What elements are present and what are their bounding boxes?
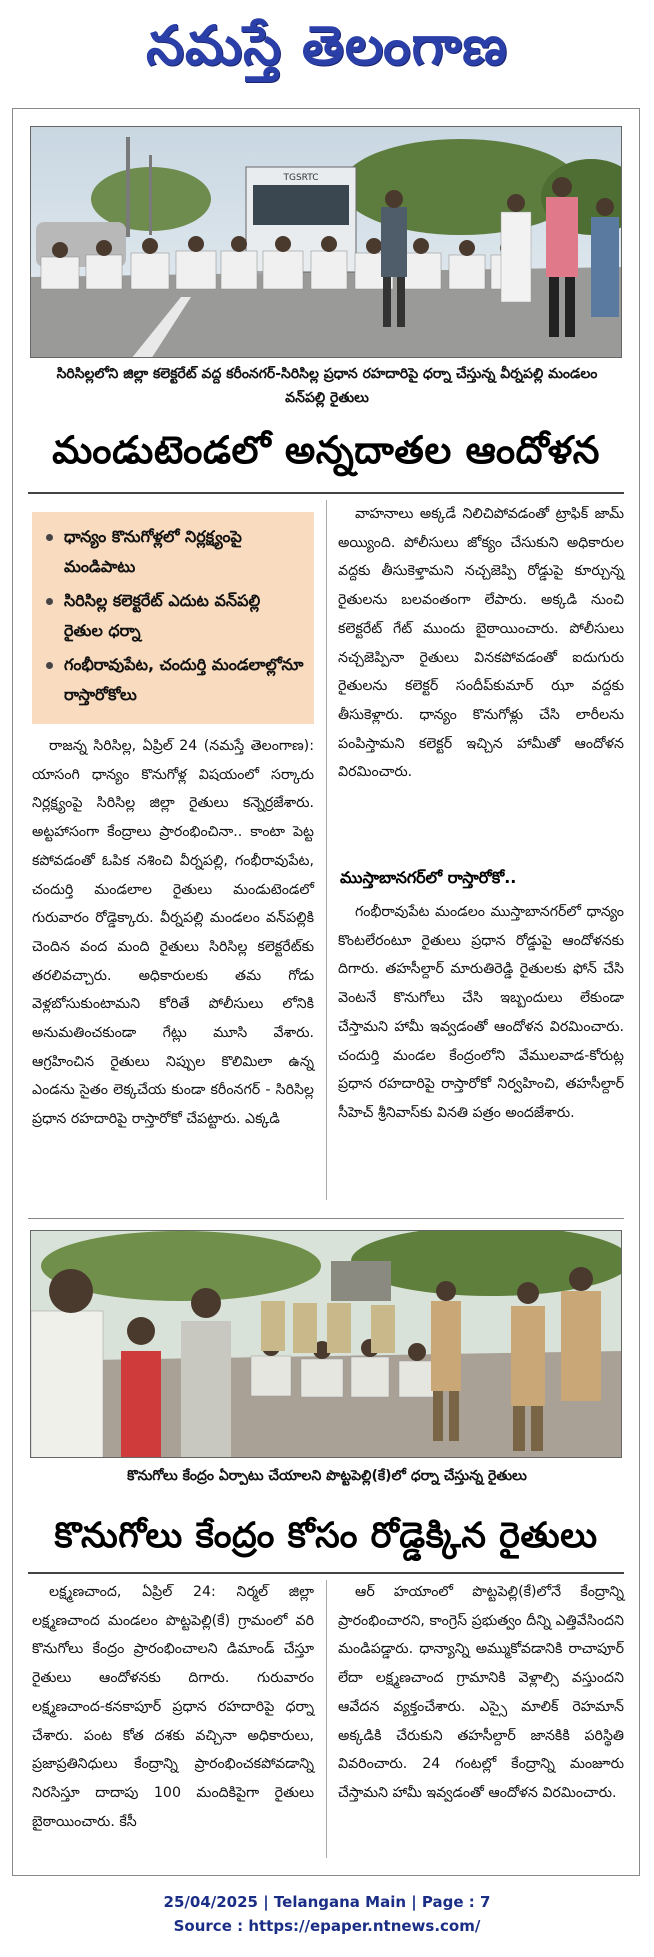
story1-highlights <box>32 512 314 724</box>
story1-body-right-text-2: గంభీరావుపేట మండలం ముస్తాబానగర్‌లో ధాన్యం కొంటలేరంటూ రైతులు ప్రధాన రోడ్డుపై ఆందోళనకు దిగారు. తహసీల్దార్ మారుతిరెడ్డి రైతులకు ఫోన్ చేసి వెంటనే కొనుగోలు చేసి ఇబ్బందులు లేకుండా చేస్తామని హామీ ఇవ్వడంతో ఆందోళన విరమించారు. చందుర్తి మండల కేంద్రంలోని వేములవాడ-కోరుట్ల ప్రధాన రహదారిపై రాస్తారోకో నిర్వహించి, తహసీల్దార్ సీహెచ్ శ్రీనివాస్‌కు వినతి పత్రం అందజేశారు. <box>338 904 624 1121</box>
masthead <box>0 0 654 100</box>
story2-body-right <box>338 1578 624 1808</box>
story1-body-right-2 <box>338 898 624 1128</box>
story2-body-left-text: లక్ష్మణచాంద, ఏప్రిల్ 24: నిర్మల్ జిల్లా లక్ష్మణచాంద మండలం పొట్టపెల్లి(కే) గ్రామంలో వరి కొనుగోలు కేంద్రం ప్రారంభించాలని డిమాండ్ చేస్తూ రైతులు ఆందోళనకు దిగారు. గురువారం లక్ష్మణచాంద-కనకాపూర్ ప్రధాన రహదారిపై ధర్నా చేశారు. పంట కోత దశకు వచ్చినా అధికారులు, ప్రజాప్రతినిధులు కేంద్రాన్ని ప్రారంభించకపోవడాన్ని నిరసిస్తూ దాదాపు 100 మందికిపైగా రైతులు బైఠాయించారు. కేసీ <box>32 1584 314 1830</box>
story2-headline-rule <box>28 1572 624 1574</box>
highlight-item: గంభీరావుపేట, చందుర్తి మండలాల్లోనూ రాస్తారోకోలు <box>42 650 304 710</box>
story1-subhead: ముస్తాబానగర్‌లో రాస్తారోకో.. <box>340 868 517 887</box>
story-separator <box>28 1218 624 1219</box>
story2-body-left <box>32 1578 314 1836</box>
story2-headline: కొనుగోలు కేంద్రం కోసం రోడ్డెక్కిన రైతులు <box>54 1516 598 1556</box>
story1-photo-caption: సిరిసిల్లలోని జిల్లా కలెక్టరేట్ వద్ద కరీంనగర్-సిరిసిల్ల ప్రధాన రహదారిపై ధర్నా చేస్తున్న వీర్నపల్లి మండలం వన్‌పల్లి రైతులు <box>56 366 598 406</box>
story1-photo-illustration <box>31 127 622 358</box>
story1-body-right-text-1: వాహనాలు అక్కడే నిలిచిపోవడంతో ట్రాఫిక్ జామ్ అయ్యింది. పోలీసులు జోక్యం చేసుకుని అధికారుల వద్దకు తీసుకెళ్తామని నచ్చజెప్పి రోడ్డుపై కూర్చున్న రైతులను బలవంతంగా లేపారు. అక్కడి నుంచి కలెక్టరేట్ గేట్ ముందు బైఠాయించారు. పోలీసులు నచ్చజెప్పినా రైతులు వినకపోవడంతో ఐదుగురు రైతులను కలెక్టర్ సందీప్‌కుమార్ ఝా వద్దకు తీసుకెళ్లారు. ధాన్యం కొనుగోళ్లు చేసి లారీలను పంపిస్తామని కలెక్టర్ ఇచ్చిన హామీతో ఆందోళన విరమించారు. <box>338 506 624 781</box>
highlight-item: సిరిసిల్ల కలెక్టరేట్ ఎదుట వన్‌పల్లి రైతుల ధర్నా <box>42 586 304 646</box>
footer-edition-line: 25/04/2025 | Telangana Main | Page : 7 <box>163 1893 491 1911</box>
masthead-title: నమస్తే తెలంగాణ <box>146 13 508 77</box>
story1-body-left <box>32 732 314 1134</box>
story1-body-right <box>338 500 624 787</box>
footer-source-line: Source : https://epaper.ntnews.com/ <box>173 1917 481 1935</box>
column-divider <box>326 500 327 1200</box>
highlight-item: ధాన్యం కొనుగోళ్లలో నిర్లక్ష్యంపై మండిపాటు <box>42 522 304 582</box>
story1-body-left-text: రాజన్న సిరిసిల్ల, ఏప్రిల్ 24 (నమస్తే తెలంగాణ): యాసంగి ధాన్యం కొనుగోళ్ల విషయంలో సర్కారు నిర్లక్ష్యంపై సిరిసిల్ల జిల్లా రైతులు కన్నెర్రజేశారు. అట్టహాసంగా కేంద్రాలు ప్రారంభించినా.. కాంటా పెట్ట కపోవడంతో ఓపిక నశించి వీర్నపల్లి, గంభీరావుపేట, చందుర్తి మండలాల రైతులు మండుటెండలో గురువారం రోడ్డెక్కారు. వీర్నపల్లి మండలం వన్‌పల్లికి చెందిన వంద మంది రైతులు సిరిసిల్ల కలెక్టరేట్‌కు తరలివచ్చారు. అధికారులకు తమ గోడు వెళ్లబోసుకుంటామని కోరితే పోలీసులు లోనికి అనుమతించకుండా గేట్లు మూసి వేశారు. ఆగ్రహించిన రైతులు నిప్పుల కొలిమిలా ఉన్న ఎండను సైతం లెక్కచేయ కుండా కరీంనగర్ - సిరిసిల్ల ప్రధాన రహదారిపై రాస్తారోకో చేపట్టారు. ఎక్కడి <box>32 738 314 1128</box>
bus-label: TGSRTC <box>283 173 319 183</box>
story1-headline: మండుటెండలో అన్నదాతల ఆందోళన <box>52 428 600 472</box>
story1-photo <box>30 126 622 358</box>
story2-body-right-text: ఆర్ హయాంలో పొట్టపెల్లి(కే)లోనే కేంద్రాన్ని ప్రారంభించారని, కాంగ్రెస్ ప్రభుత్వం దీన్ని ఎత్తివేసిందని మండిపడ్డారు. ధాన్యాన్ని అమ్ముకోవడానికి రాచాపూర్ లేదా లక్ష్మణచాంద గ్రామానికి వెళ్లాల్సి వస్తుందని ఆవేదన వ్యక్తంచేశారు. ఎస్సై మాలిక్ రెహమాన్ అక్కడికి చేరుకుని తహసీల్దార్ జానకికి పరిస్థితి వివరించారు. 24 గంటల్లో కేంద్రాన్ని మంజూరు చేస్తామని హామీ ఇవ్వడంతో ఆందోళన విరమించారు. <box>338 1584 624 1801</box>
story2-photo <box>30 1230 622 1458</box>
story1-headline-rule <box>28 492 624 494</box>
story2-photo-caption: కొనుగోలు కేంద్రం ఏర్పాటు చేయాలని పొట్టపెల్లి(కే)లో ధర్నా చేస్తున్న రైతులు <box>127 1468 527 1484</box>
column-divider-2 <box>326 1580 327 1858</box>
story2-photo-illustration <box>31 1231 622 1458</box>
